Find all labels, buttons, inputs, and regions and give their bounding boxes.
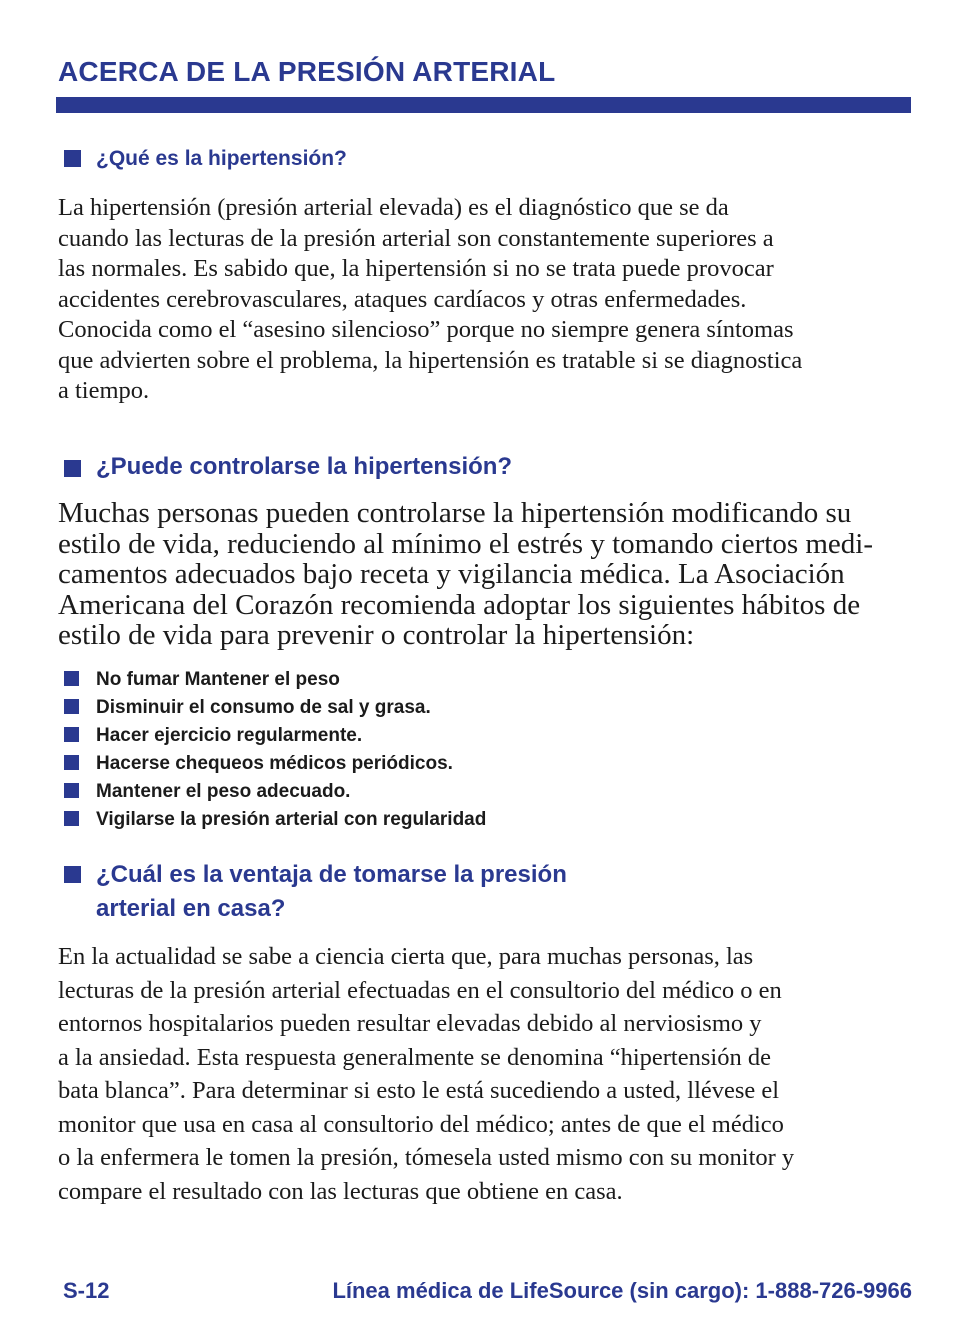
square-bullet-icon [64,783,79,798]
paragraph-line: a la ansiedad. Esta respuesta generalmente se denomina “hipertensión de [58,1043,771,1071]
paragraph-line: accidentes cerebrovasculares, ataques cardíacos y otras enfermedades. [58,285,747,313]
square-bullet-icon [64,755,79,770]
paragraph-line: bata blanca”. Para determinar si esto le está sucediendo a usted, llévese el [58,1077,780,1104]
square-bullet-icon [64,671,79,686]
paragraph-line: estilo de vida para prevenir o controlar la hipertensión: [58,619,695,651]
paragraph-line: cuando las lecturas de la presión arterial son constantemente superiores a [58,224,774,252]
list-item-label: Hacerse chequeos médicos periódicos. [96,753,453,774]
paragraph-line: compare el resultado con las lecturas que obtiene en casa. [58,1177,623,1205]
paragraph-line: La hipertensión (presión arterial elevada) es el diagnóstico que se da [58,194,729,221]
heading-line: ¿Cuál es la ventaja de tomarse la presión [96,861,567,888]
paragraph-line: En la actualidad se sabe a ciencia cierta que, para muchas personas, las [58,943,754,970]
list-item-label: Mantener el peso adecuado. [96,781,351,802]
page-number: S-12 [63,1278,110,1303]
paragraph-line: lecturas de la presión arterial efectuadas en el consultorio del médico o en [58,976,782,1004]
paragraph-line: monitor que usa en casa al consultorio del médico; antes de que el médico [58,1110,784,1138]
paragraph-line: entornos hospitalarios pueden resultar elevadas debido al nerviosismo y [58,1010,762,1037]
section-2-heading: ¿Puede controlarse la hipertensión? [96,453,513,480]
list-item-label: Vigilarse la presión arterial con regularidad [96,809,487,830]
list-item-label: Hacer ejercicio regularmente. [96,725,363,746]
section-3-paragraph [58,940,908,1208]
square-bullet-icon [64,699,79,714]
square-bullet-icon [64,811,79,826]
paragraph-line: que advierten sobre el problema, la hipertensión es tratable si se diagnostica [58,346,803,374]
paragraph-line: Muchas personas pueden controlarse la hipertensión modificando su [58,497,852,529]
title-rule [56,97,911,113]
hotline-footer: Línea médica de LifeSource (sin cargo): 1-888-726-9966 [332,1278,912,1303]
paragraph-line: Conocida como el “asesino silencioso” porque no siempre genera síntomas [58,316,794,343]
list-item [62,806,486,834]
square-bullet-icon [64,727,79,742]
list-item-label: Disminuir el consumo de sal y grasa. [96,697,431,718]
heading-line: arterial en casa? [96,895,286,922]
paragraph-line: estilo de vida, reduciendo al mínimo el estrés y tomando ciertos medi- [58,527,874,560]
list-item-label: No fumar Mantener el peso [96,669,340,690]
paragraph-line: a tiempo. [58,377,150,404]
paragraph-line: las normales. Es sabido que, la hipertensión si no se trata puede provocar [58,255,774,282]
section-3-heading [96,858,567,926]
list-item [62,694,486,722]
section-1-paragraph [58,193,908,407]
section-2-bullet-square [64,460,81,477]
list-item [62,722,486,750]
section-3-bullet-square [64,866,81,883]
section-1-heading: ¿Qué es la hipertensión? [96,147,347,170]
section-2-paragraph [58,498,910,651]
paragraph-line: camentos adecuados bajo receta y vigilancia médica. La Asociación [58,558,845,590]
section-1-bullet-square [64,150,81,167]
list-item [62,778,486,806]
list-item [62,666,486,694]
page-title: ACERCA DE LA PRESIÓN ARTERIAL [58,56,556,87]
habits-list [62,666,486,834]
paragraph-line: Americana del Corazón recomienda adoptar los siguientes hábitos de [58,588,861,621]
list-item [62,750,486,778]
paragraph-line: o la enfermera le tomen la presión, tómesela usted mismo con su monitor y [58,1144,795,1171]
